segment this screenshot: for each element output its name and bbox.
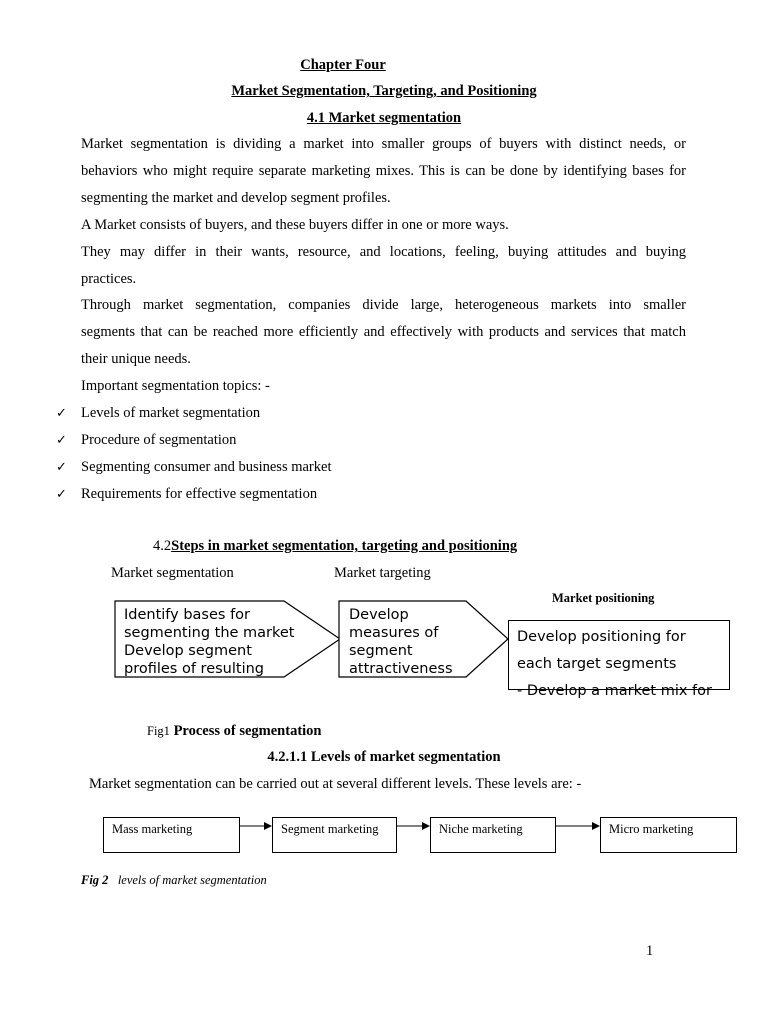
level-box-mass-marketing: Mass marketing xyxy=(103,817,240,853)
paragraph-definition xyxy=(81,131,686,212)
paragraph-line: They may differ in their wants, resource, and locations, feeling, buying attitudes and buying xyxy=(81,244,686,260)
paragraph-line: their unique needs. xyxy=(81,351,191,367)
paragraph-line: segmenting the market and develop segment profiles. xyxy=(81,190,391,206)
checkmark-icon: ✓ xyxy=(56,433,67,448)
paragraph-line: segments that can be reached more efficiently and effectively with products and services that match xyxy=(81,324,686,340)
paragraph-line: behaviors who might require separate marketing mixes. This is can be done by identifying bases for xyxy=(81,163,686,179)
chapter-title: Chapter Four xyxy=(300,57,386,73)
section-4-1-heading: 4.1 Market segmentation xyxy=(306,110,462,126)
list-item-label: Procedure of segmentation xyxy=(81,432,237,448)
label-market-targeting: Market targeting xyxy=(334,565,431,581)
main-title: Market Segmentation, Targeting, and Positioning xyxy=(231,83,537,99)
list-item-label: Requirements for effective segmentation xyxy=(81,486,318,502)
list-item xyxy=(56,454,696,481)
process-box-3 xyxy=(508,620,730,699)
paragraph-line: Important segmentation topics: - xyxy=(81,378,270,394)
section-title: Steps in market segmentation, targeting and positioning xyxy=(171,538,518,554)
section-number: 4.2 xyxy=(153,538,172,554)
process-box-1-text xyxy=(124,606,304,677)
list-item-label: Levels of market segmentation xyxy=(81,405,261,421)
checkmark-icon: ✓ xyxy=(56,406,67,421)
process-box-line: attractiveness xyxy=(349,661,453,677)
level-box-micro-marketing: Micro marketing xyxy=(600,817,737,853)
process-box-line: each target segments xyxy=(517,656,677,672)
list-item xyxy=(56,427,696,454)
process-box-line: Develop segment xyxy=(124,643,252,659)
process-box-line: profiles of resulting xyxy=(124,661,264,677)
level-box-segment-marketing: Segment marketing xyxy=(272,817,397,853)
paragraph-line: Through market segmentation, companies divide large, heterogeneous markets into smaller xyxy=(81,297,686,313)
paragraph-segmentation-benefit xyxy=(81,292,686,373)
list-item-label: Segmenting consumer and business market xyxy=(81,459,332,475)
list-item xyxy=(56,481,696,508)
figure-1-caption xyxy=(147,723,322,740)
figure-label: Fig 2 xyxy=(81,873,109,887)
list-item xyxy=(56,400,696,427)
topics-list xyxy=(56,400,696,508)
figure-caption-text: levels of market segmentation xyxy=(117,873,267,887)
process-box-line: segment xyxy=(349,643,413,659)
topics-intro xyxy=(81,373,686,400)
process-box-line: segmenting the market xyxy=(124,625,295,641)
process-box-line: Develop positioning for xyxy=(517,629,686,645)
levels-connector-arrows xyxy=(0,815,768,855)
paragraph-buyers xyxy=(81,212,686,239)
label-market-positioning: Market positioning xyxy=(552,591,655,605)
levels-intro: Market segmentation can be carried out at several different levels. These levels are: - xyxy=(89,776,582,792)
figure-2-caption xyxy=(81,873,267,888)
checkmark-icon: ✓ xyxy=(56,487,67,502)
section-4-2-heading xyxy=(153,538,517,555)
process-box-line: Identify bases for xyxy=(124,607,251,623)
label-market-segmentation: Market segmentation xyxy=(111,565,234,581)
section-4-2-1-1-heading: 4.2.1.1 Levels of market segmentation xyxy=(267,749,501,765)
process-box-2-text xyxy=(349,606,474,677)
paragraph-line: A Market consists of buyers, and these buyers differ in one or more ways. xyxy=(81,217,509,233)
process-box-line: - Develop a market mix for xyxy=(517,683,712,699)
figure-caption-text: Process of segmentation xyxy=(173,723,322,739)
figure-label: Fig1 xyxy=(147,724,170,738)
page-number: 1 xyxy=(646,943,654,959)
paragraph-line: practices. xyxy=(81,271,137,287)
checkmark-icon: ✓ xyxy=(56,460,67,475)
level-box-niche-marketing: Niche marketing xyxy=(430,817,556,853)
process-box-line: Develop xyxy=(349,607,409,623)
paragraph-line: Market segmentation is dividing a market into smaller groups of buyers with distinct needs, or xyxy=(81,136,686,152)
process-box-line: measures of xyxy=(349,625,439,641)
paragraph-differences xyxy=(81,239,686,293)
